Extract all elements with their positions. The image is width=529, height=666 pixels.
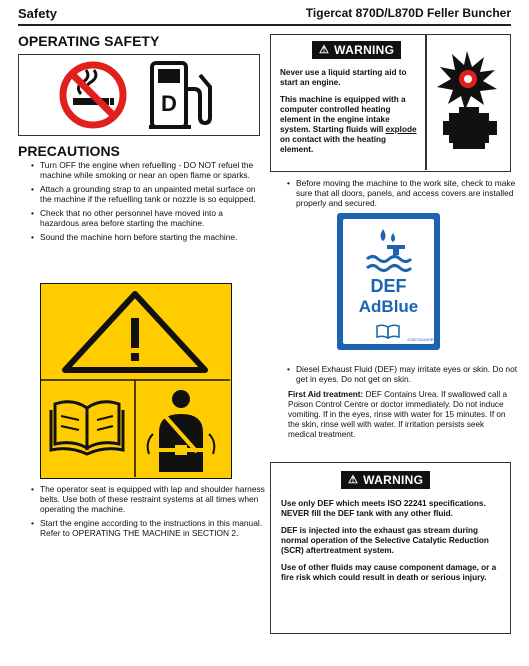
list-item: • Start the engine according to the instructions in this manual. Refer to OPERATING THE MACHINE in SECTION 2. — [40, 518, 268, 538]
seat-start-list — [28, 484, 268, 542]
starting-aid-warning-text — [280, 68, 420, 162]
alert-triangle-icon: ⚠ — [319, 44, 330, 56]
no-smoking-fuel-sign — [18, 54, 260, 136]
warning-divider — [425, 35, 427, 170]
warning-label-text: WARNING — [363, 472, 424, 487]
def-warning-box — [270, 462, 511, 634]
list-item: • Sound the machine horn before starting the machine. — [40, 232, 262, 242]
def-fill-icon — [363, 225, 415, 273]
def-manual-icon — [375, 323, 401, 339]
warning-p2: DEF is injected into the exhaust gas stream during normal operation of the Selective Catalytic Reduction (SCR) aftertreatment system. — [281, 526, 489, 555]
warning-label-text: WARNING — [334, 42, 395, 57]
fuel-sign-letter: D — [161, 91, 177, 116]
list-item: • Attach a grounding strap to an unpainted metal surface on the machine if the refuelling tank or nozzle is so equipped. — [40, 184, 262, 204]
operating-safety-heading: OPERATING SAFETY — [18, 33, 160, 49]
alert-triangle-icon: ⚠ — [348, 474, 359, 486]
precautions-list — [28, 160, 262, 246]
list-item: • Turn OFF the engine when refuelling - DO NOT refuel the machine while smoking or near an open flame or sparks. — [40, 160, 262, 180]
operator-safety-decal — [40, 283, 232, 479]
def-label-line2: AdBlue — [358, 297, 419, 316]
warning-p3: Use of other fluids may cause component damage, or a fire risk which could result in death or serious injury. — [281, 563, 497, 582]
warning-label — [312, 40, 401, 59]
first-aid-text: DEF Contains Urea. If swallowed call a Poison Control Centre or doctor immediately. Do not induce vomiting. If in the eyes, rinse with water for 15 minutes. If on the skin, rinse well with water. If irritation persists seek medical treatment. — [288, 390, 508, 439]
engine-explosion-icon — [431, 47, 507, 157]
section-title: Safety — [18, 6, 58, 21]
warning-p1: Use only DEF which meets ISO 22241 specifications. NEVER fill the DEF tank with any other fluid. — [281, 499, 486, 518]
def-adblue-decal — [337, 213, 440, 350]
list-item: • Check that no other personnel have moved into a hazardous area before starting the machine. — [40, 208, 262, 228]
warning-label — [341, 470, 430, 489]
first-aid-paragraph — [288, 390, 510, 440]
warning-triangle-icon — [41, 284, 230, 477]
list-item: • Before moving the machine to the work site, check to make sure that all doors, panels, and access covers are installed properly and secured. — [296, 178, 518, 208]
def-label-line1: DEF — [370, 276, 407, 296]
first-aid-label: First Aid treatment: — [288, 390, 364, 399]
list-item: • The operator seat is equipped with lap and shoulder harness belts. Use both of these restraint systems at all times when operating the machine. — [40, 484, 268, 514]
header-rule — [18, 24, 511, 26]
no-smoking-icon — [19, 55, 258, 134]
def-safety-list — [284, 364, 522, 388]
warning-p1: Never use a liquid starting aid to start an engine. — [280, 68, 407, 87]
seatbelt-icon — [148, 390, 215, 472]
precautions-heading: PRECAUTIONS — [18, 143, 120, 159]
check-covers-list — [284, 178, 518, 212]
def-part-number: 41087/CAUS/REV — [407, 338, 436, 342]
def-warning-text — [281, 499, 501, 590]
manual-title: Tigercat 870D/L870D Feller Buncher — [305, 6, 511, 20]
starting-aid-warning-box — [270, 34, 511, 172]
warning-p2: This machine is equipped with a computer controlled heating element in the engine intake system. Starting fluids will explode on contact with the heating element. — [280, 95, 417, 154]
list-item: • Diesel Exhaust Fluid (DEF) may irritate eyes or skin. Do not get in eyes. Do not get on skin. — [296, 364, 522, 384]
manual-book-icon — [51, 402, 123, 454]
fuel-pump-icon — [149, 59, 219, 131]
